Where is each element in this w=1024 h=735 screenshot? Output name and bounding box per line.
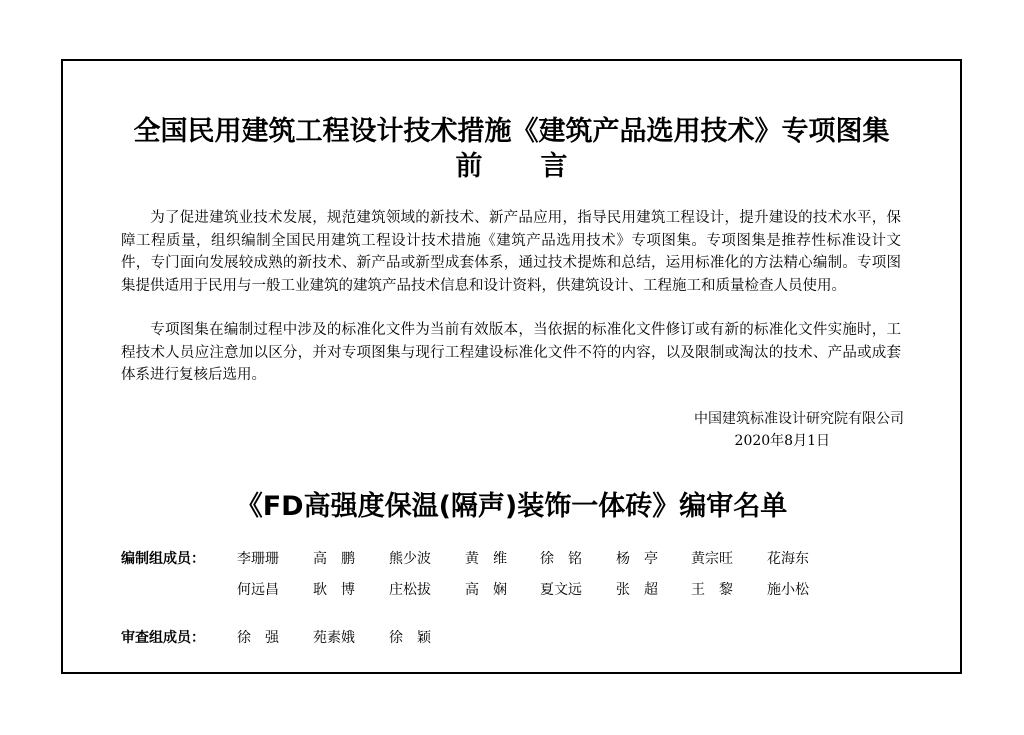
- page-title: 全国民用建筑工程设计技术措施《建筑产品选用技术》专项图集: [133, 116, 890, 147]
- review-group-label: 审查组成员：: [121, 630, 205, 646]
- preface-paragraph-1: [121, 207, 901, 297]
- member-name: 徐 颖: [389, 630, 431, 646]
- member-name: 熊少波: [389, 551, 431, 567]
- member-name: 徐 强: [237, 630, 279, 646]
- member-name: 徐 铭: [540, 551, 582, 567]
- member-name: 庄松拔: [389, 582, 431, 598]
- compile-group-label: 编制组成员：: [121, 551, 205, 567]
- member-name: 王 黎: [691, 582, 733, 598]
- preface-heading: [63, 144, 960, 183]
- member-name: 李珊珊: [237, 551, 279, 567]
- member-name: 高 娴: [465, 582, 507, 598]
- member-name: 施小松: [767, 582, 809, 598]
- member-name: 何远昌: [237, 582, 279, 598]
- member-name: 黄宗旺: [691, 551, 733, 567]
- member-name: 夏文远: [540, 582, 582, 598]
- signature-organization: 中国建筑标准设计研究院有限公司: [694, 411, 904, 427]
- member-name: 高 鹏: [313, 551, 355, 567]
- member-name: 耿 博: [313, 582, 355, 598]
- preface-paragraph-2: [121, 319, 901, 387]
- preface-paragraph-1-text: 为了促进建筑业技术发展，规范建筑领域的新技术、新产品应用，指导民用建筑工程设计，提升建设的技术水平，保障工程质量，组织编制全国民用建筑工程设计技术措施《建筑产品选用技术》专项图集。专项图集是推荐性标准设计文件，专门面向发展较成熟的新技术、新产品或新型成套体系，通过技术提炼和总结，运用标准化的方法精心编制。专项图集提供适用于民用与一般工业建筑的建筑产品技术信息和设计资料，供建筑设计、工程施工和质量检查人员使用。: [121, 210, 901, 294]
- preface-heading-char-1: 前: [455, 151, 483, 182]
- member-name: 黄 维: [465, 551, 507, 567]
- member-name: 花海东: [767, 551, 809, 567]
- roster-title: 《FD高强度保温(隔声)装饰一体砖》编审名单: [235, 491, 788, 522]
- member-name: 杨 亭: [616, 551, 658, 567]
- preface-heading-char-2: 言: [540, 151, 568, 182]
- preface-paragraph-2-text: 专项图集在编制过程中涉及的标准化文件为当前有效版本，当依据的标准化文件修订或有新的标准化文件实施时，工程技术人员应注意加以区分，并对专项图集与现行工程建设标准化文件不符的内容，以及限制或淘汰的技术、产品或成套体系进行复核后选用。: [121, 322, 901, 383]
- document-frame: [61, 59, 962, 674]
- member-name: 苑素娥: [313, 630, 355, 646]
- member-name: 张 超: [616, 582, 658, 598]
- signature-date: 2020年8月1日: [734, 433, 830, 449]
